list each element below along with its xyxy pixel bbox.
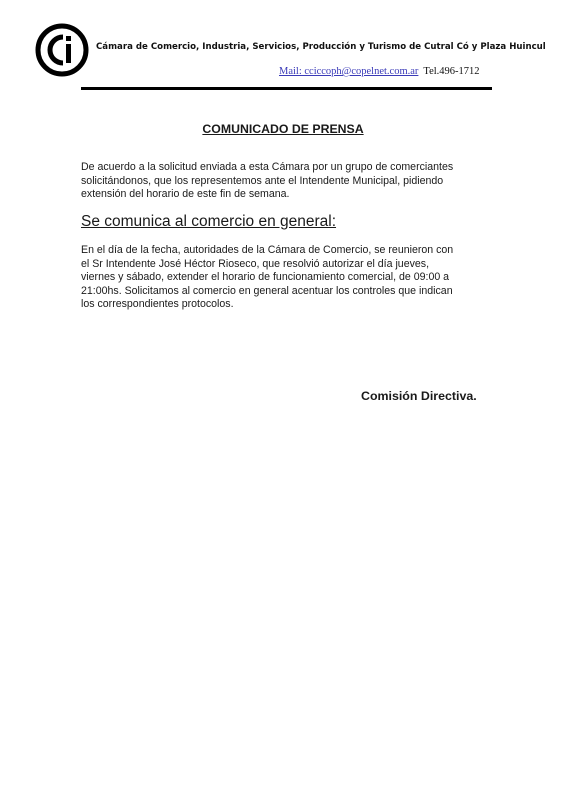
chamber-logo-mark bbox=[35, 23, 89, 77]
organization-name: Cámara de Comercio, Industria, Servicios, Producción y Turismo de Cutral Có y Plaza Huincul bbox=[96, 42, 546, 52]
body-line: los correspondientes protocolos. bbox=[81, 298, 234, 310]
body-line: 21:00hs. Solicitamos al comercio en general acentuar los controles que indican bbox=[81, 284, 453, 297]
announcement-heading: Se comunica al comercio en general: bbox=[81, 213, 337, 230]
body-line: En el día de la fecha, autoridades de la Cámara de Comercio, se reunieron con bbox=[81, 244, 454, 256]
body-line: viernes y sábado, extender el horario de funcionamiento comercial, de 09:00 a bbox=[81, 271, 450, 283]
phone-number: Tel.496-1712 bbox=[423, 66, 480, 77]
intro-paragraph bbox=[81, 161, 501, 202]
body-paragraph bbox=[81, 244, 501, 312]
body-line: el Sr Intendente José Héctor Rioseco, que resolvió autorizar el día jueves, bbox=[81, 257, 430, 270]
header-divider bbox=[81, 87, 492, 90]
contact-line bbox=[279, 66, 480, 77]
intro-line: solicitándonos, que los representemos ante el Intendente Municipal, pidiendo bbox=[81, 174, 444, 187]
document-title: COMUNICADO DE PRENSA bbox=[202, 122, 364, 136]
intro-line: De acuerdo a la solicitud enviada a esta Cámara por un grupo de comerciantes bbox=[81, 161, 454, 173]
intro-line: extensión del horario de este fin de semana. bbox=[81, 188, 290, 200]
signature: Comisión Directiva. bbox=[361, 389, 477, 403]
chamber-logo bbox=[35, 23, 89, 77]
email-link[interactable]: Mail: cciccoph@copelnet.com.ar bbox=[279, 66, 419, 77]
